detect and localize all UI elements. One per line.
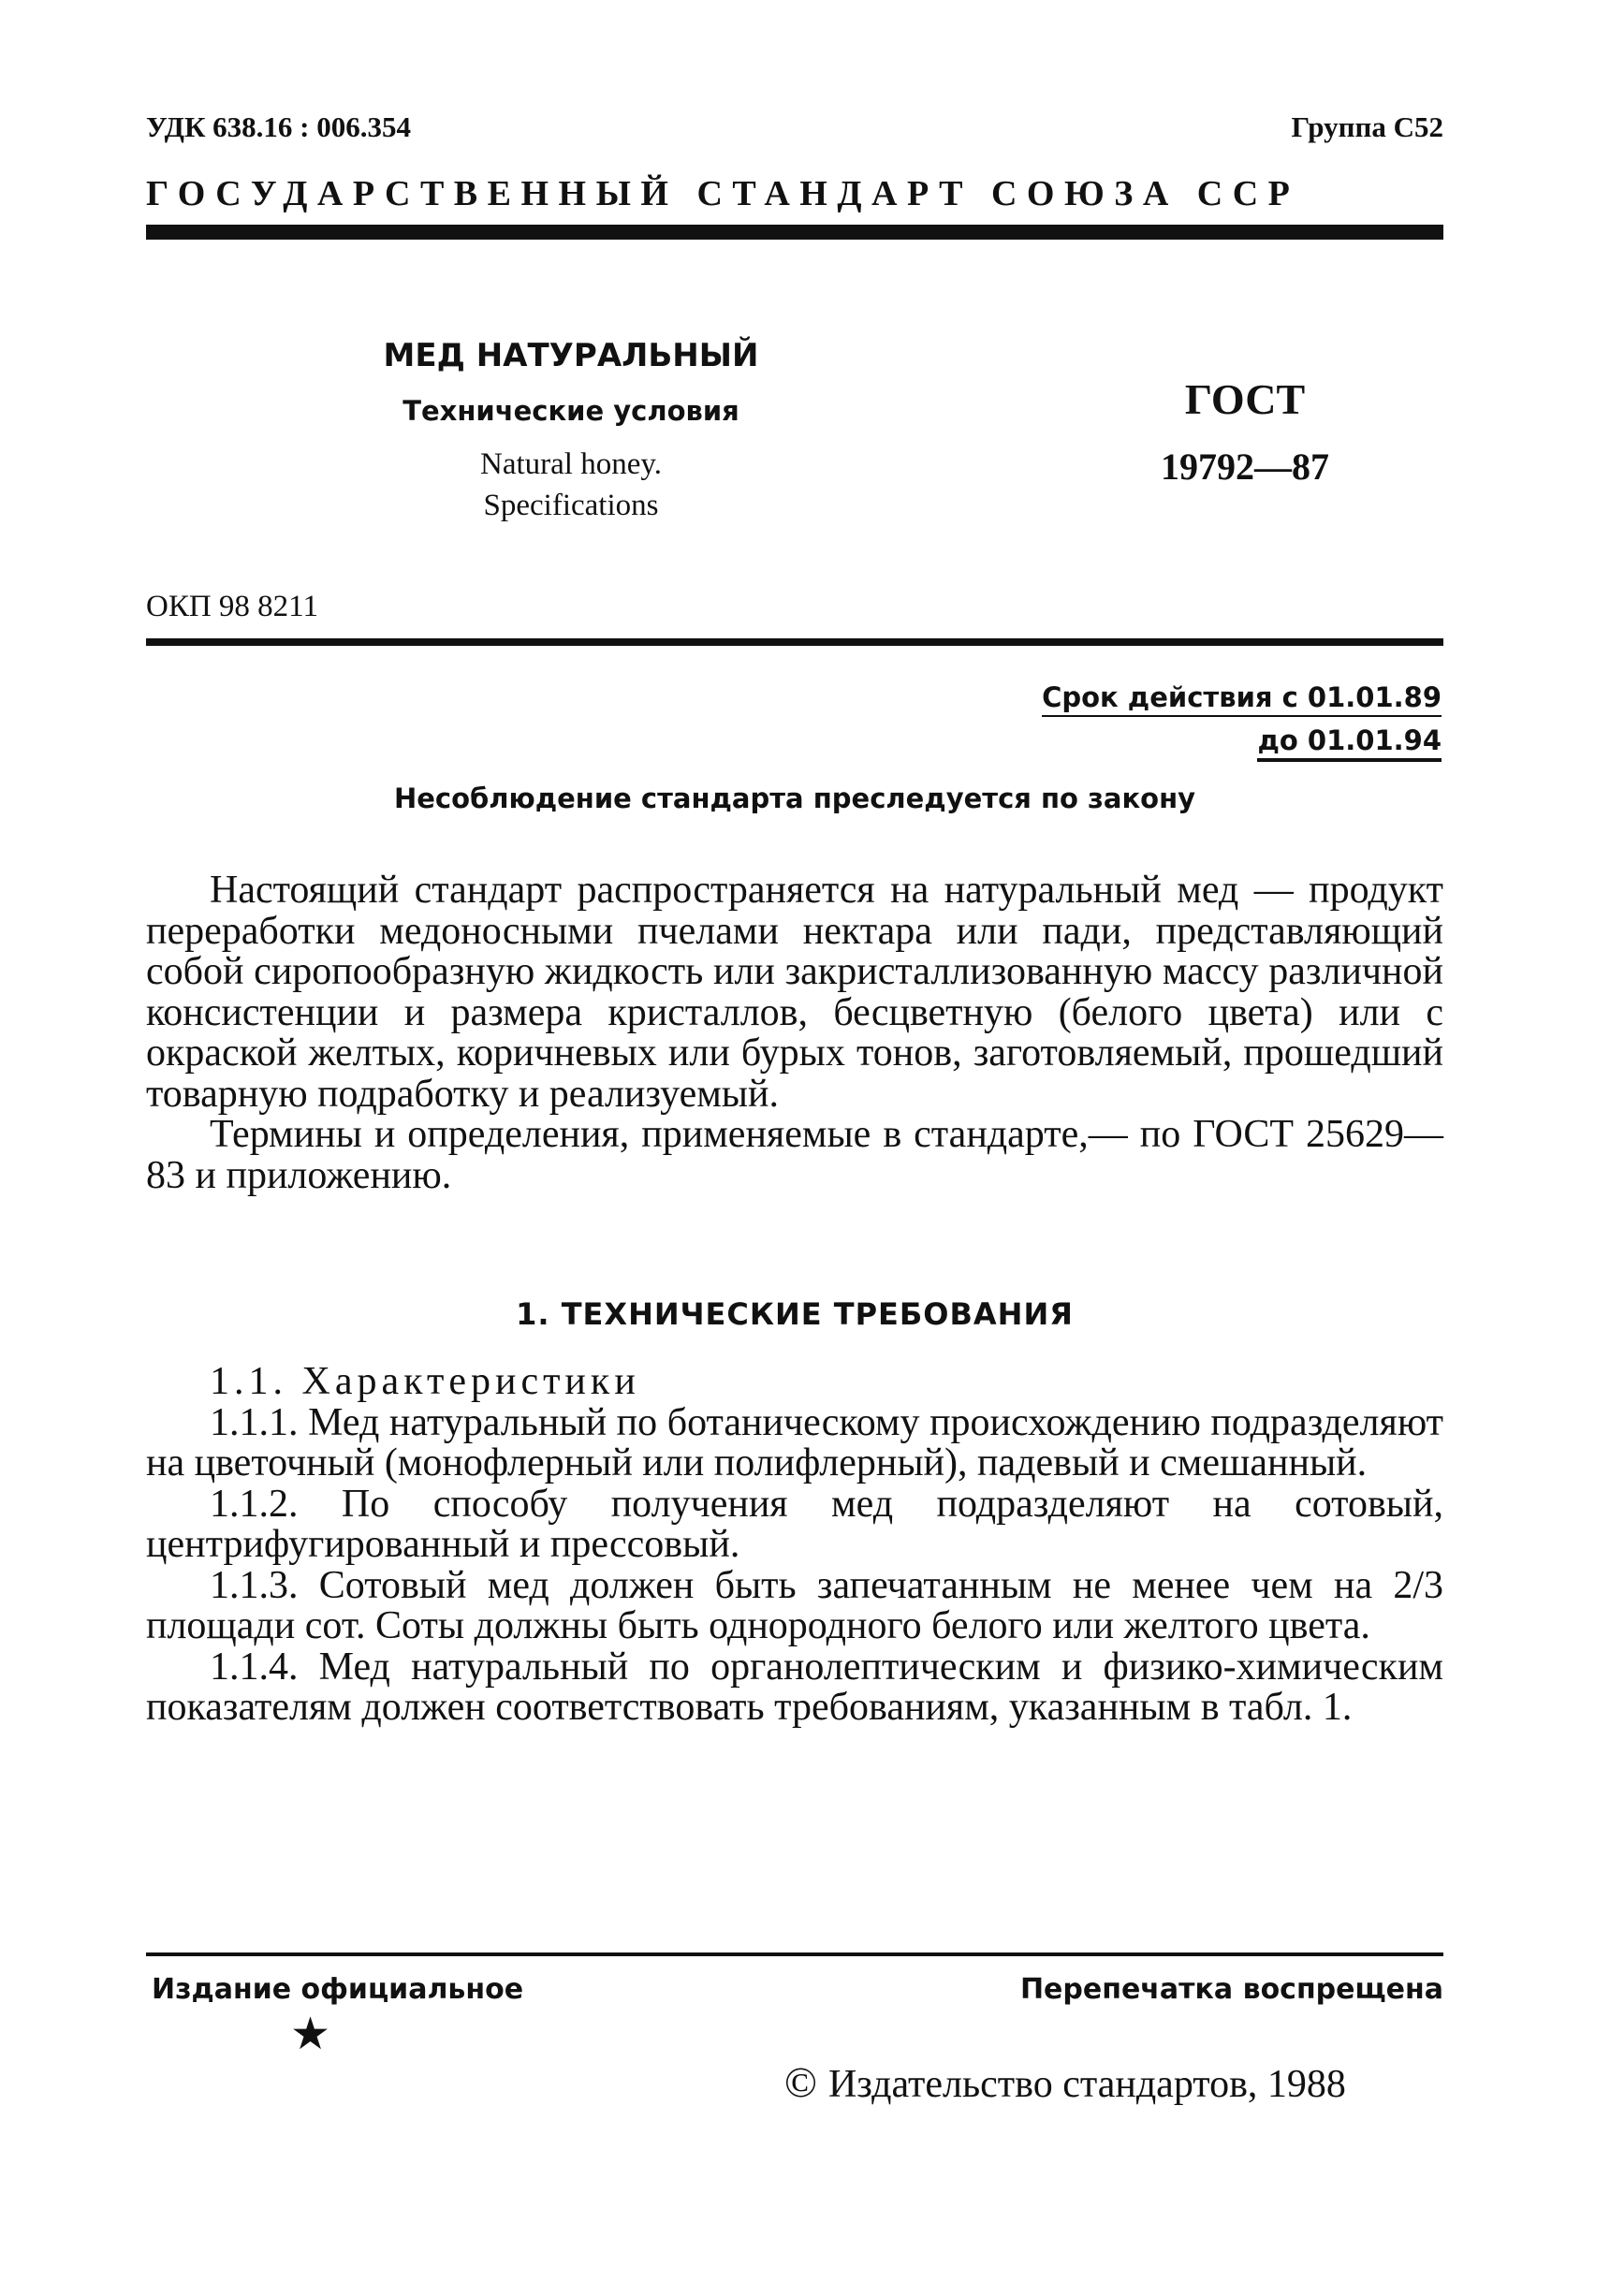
copyright-icon: © [784,2058,817,2106]
subsection-heading: 1.1. Характеристики [210,1360,640,1403]
section-heading: 1. ТЕХНИЧЕСКИЕ ТРЕБОВАНИЯ [516,1296,1074,1332]
clause-1-1-4: 1.1.4. Мед натуральный по органолептическим и физико-химическим показателям должен соответствовать требованиям, указанным в табл. 1. [146,1645,1443,1729]
document-subtitle: Технические условия [402,395,739,427]
gost-label: ГОСТ [1184,375,1306,423]
bottom-rule [146,1952,1443,1956]
gost-number: 19792—87 [1161,446,1329,488]
english-title-line1: Natural honey. [480,447,662,481]
intro-text [146,870,1443,1196]
udk-code: УДК 638.16 : 006.354 [146,110,411,143]
official-edition: Издание официальное [152,1973,524,2006]
section-text [146,1362,1443,1729]
state-standard-heading: ГОСУДАРСТВЕННЫЙ СТАНДАРТ СОЮЗА ССР [146,174,1300,213]
english-title [309,444,833,526]
clause-1-1-1: 1.1.1. Мед натуральный по ботаническому происхождению подразделяют на цветочный (монофлерный или полифлерный), падевый и смешанный. [146,1400,1443,1484]
star-icon: ★ [290,2010,331,2059]
middle-rule [146,638,1443,646]
intro-paragraph: Настоящий стандарт распространяется на натуральный мед — продукт переработки медоносными пчелами нектара или пади, представляющий собой сиропообразную жидкость или закристаллизованную массу различной консистенции и размера кристаллов, бесцветную (белого цвета) или с окраской желтых, коричневых или бурых тонов, заготовляемый, прошедший товарную подработку и реализуемый. [146,869,1443,1116]
publisher-line [784,2057,1346,2107]
top-rule [146,225,1443,240]
group-code: Группа С52 [1291,110,1443,143]
validity-period [992,681,1442,762]
okp-code: ОКП 98 8211 [146,590,318,623]
english-title-line2: Specifications [483,489,659,522]
terms-paragraph: Термины и определения, применяемые в стандарте,— по ГОСТ 25629—83 и приложению. [146,1113,1443,1197]
document-title: МЕД НАТУРАЛЬНЫЙ [383,337,759,374]
title-block [309,337,833,526]
validity-from: Срок действия с 01.01.89 [1042,681,1442,717]
clause-1-1-2: 1.1.2. По способу получения мед подразделяют на сотовый, центрифугированный и прессовый. [146,1482,1443,1566]
publisher-name: Издательство стандартов, 1988 [827,2063,1346,2106]
gost-block [1105,374,1385,489]
validity-to: до 01.01.94 [1257,724,1442,762]
clause-1-1-3: 1.1.3. Сотовый мед должен быть запечатанным не менее чем на 2/3 площади сот. Соты должны быть однородного белого или желтого цвета. [146,1563,1443,1647]
reprint-prohibited: Перепечатка воспрещена [1019,1973,1443,2006]
legal-notice: Несоблюдение стандарта преследуется по закону [393,782,1196,814]
